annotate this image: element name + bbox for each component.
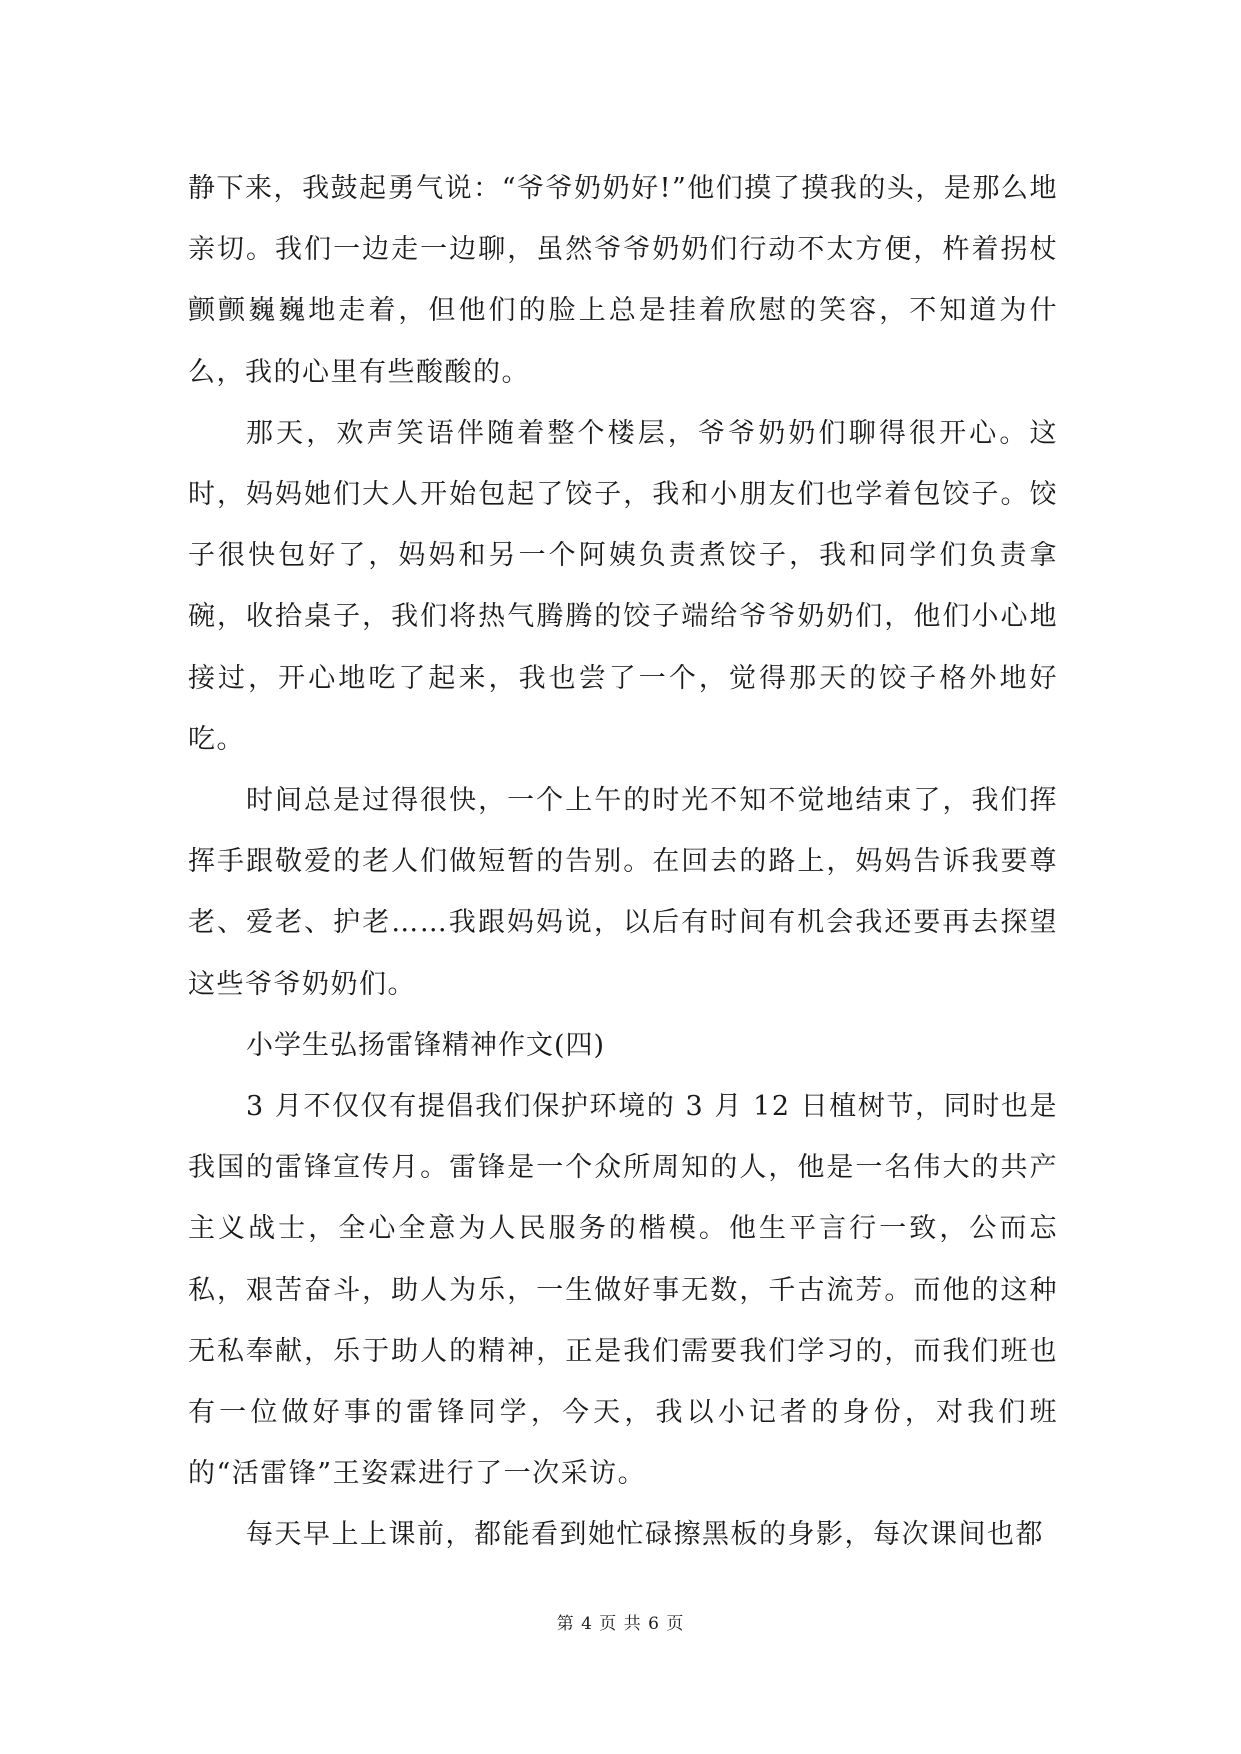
document-body — [188, 158, 1058, 1566]
paragraph-dumplings: 那天，欢声笑语伴随着整个楼层，爷爷奶奶们聊得很开心。这时，妈妈她们大人开始包起了饺子，我和小朋友们也学着包饺子。饺子很快包好了，妈妈和另一个阿姨负责煮饺子，我和同学们负责拿碗，收拾桌子，我们将热气腾腾的饺子端给爷爷奶奶们，他们小心地接过，开心地吃了起来，我也尝了一个，觉得那天的饺子格外地好吃。 — [188, 417, 1058, 755]
page-number-footer: 第 4 页 共 6 页 — [556, 1614, 685, 1634]
section-heading: 小学生弘扬雷锋精神作文(四) — [246, 1029, 606, 1061]
paragraph-visit-greeting: 静下来，我鼓起勇气说：“爷爷奶奶好!”他们摸了摸我的头，是那么地亲切。我们一边走一边聊，虽然爷爷奶奶们行动不太方便，杵着拐杖颤颤巍巍地走着，但他们的脸上总是挂着欣慰的笑容，不知道为什么，我的心里有些酸酸的。 — [188, 173, 1058, 388]
paragraph-every-morning: 每天早上上课前，都能看到她忙碌擦黑板的身影，每次课间也都 — [246, 1519, 1044, 1551]
paragraph-lei-feng-month: 3 月不仅仅有提倡我们保护环境的 3 月 12 日植树节，同时也是我国的雷锋宣传月。雷锋是一个众所周知的人，他是一名伟大的共产主义战士，全心全意为人民服务的楷模。他生平言行一致，公而忘私，艰苦奋斗，助人为乐，一生做好事无数，千古流芳。而他的这种无私奉献，乐于助人的精神，正是我们需要我们学习的，而我们班也有一位做好事的雷锋同学，今天，我以小记者的身份，对我们班的“活雷锋”王姿霖进行了一次采访。 — [188, 1091, 1058, 1490]
paragraph-farewell: 时间总是过得很快，一个上午的时光不知不觉地结束了，我们挥挥手跟敬爱的老人们做短暂的告别。在回去的路上，妈妈告诉我要尊老、爱老、护老……我跟妈妈说，以后有时间有机会我还要再去探望这些爷爷奶奶们。 — [188, 785, 1058, 1000]
